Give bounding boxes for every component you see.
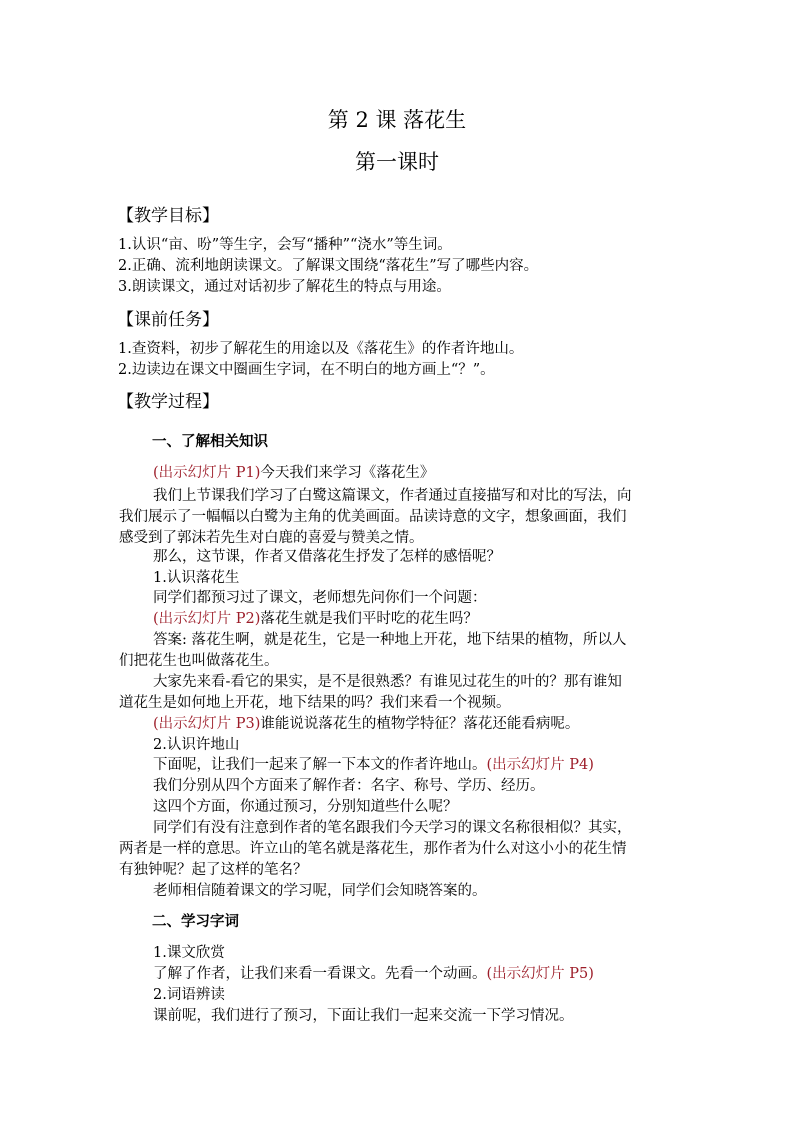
slide-reference: (出示幻灯片 P4) <box>486 757 594 773</box>
subsection-heading: 1.认识落花生 <box>153 570 240 586</box>
part2-heading: 二、学习字词 <box>152 913 239 930</box>
paragraph-line: 两者是一样的意思。许立山的笔名就是落花生，那作者为什么对这小小的花生情 <box>119 841 627 857</box>
paragraph-line: 同学们都预习过了课文，老师想先问你们一个问题： <box>153 590 487 606</box>
subsection-heading: 1.课文欣赏 <box>153 945 225 961</box>
paragraph-line: 我们展示了一幅幅以白鹭为主角的优美画面。品读诗意的文字，想象画面，我们 <box>119 509 627 525</box>
goal-item-1: 1.认识“亩、吩”等生字，会写“播种”“浇水”等生词。 <box>118 237 452 253</box>
slide-reference: (出示幻灯片 P3) <box>153 716 261 732</box>
paragraph-slide2: (出示幻灯片 P2)落花生就是我们平时吃的花生吗？ <box>153 611 478 627</box>
goal-item-2: 2.正确、流利地朗读课文。了解课文围绕“落花生”写了哪些内容。 <box>118 258 539 274</box>
lesson-subtitle: 第一课时 <box>355 150 439 174</box>
part1-heading: 一、了解相关知识 <box>152 433 268 450</box>
section-heading-pretasks: 【课前任务】 <box>117 310 219 330</box>
paragraph-slide4: 下面呢，让我们一起来了解一下本文的作者许地山。(出示幻灯片 P4) <box>153 757 594 773</box>
paragraph-line: 有独钟呢？起了这样的笔名？ <box>119 862 308 878</box>
goal-item-3: 3.朗读课文，通过对话初步了解花生的特点与用途。 <box>118 279 451 295</box>
subsection-heading: 2.词语辨读 <box>153 987 225 1003</box>
paragraph-line: 这四个方面，你通过预习，分别知道些什么呢？ <box>153 799 458 815</box>
slide-reference: (出示幻灯片 P5) <box>486 966 594 982</box>
subsection-heading: 2.认识许地山 <box>153 737 240 753</box>
answer-line: 答案: 落花生啊，就是花生，它是一种地上开花，地下结果的植物，所以人 <box>153 632 627 648</box>
slide-reference: (出示幻灯片 P2) <box>153 611 261 627</box>
section-heading-goals: 【教学目标】 <box>117 206 219 226</box>
pretask-item-1: 1.查资料，初步了解花生的用途以及《落花生》的作者许地山。 <box>118 341 524 357</box>
slide-reference: (出示幻灯片 P1) <box>153 465 261 481</box>
paragraph-line: 我们分别从四个方面来了解作者：名字、称号、学历、经历。 <box>153 778 545 794</box>
lesson-title: 第 2 课 落花生 <box>327 108 467 132</box>
section-heading-process: 【教学过程】 <box>117 392 219 412</box>
answer-line: 们把花生也叫做落花生。 <box>119 653 279 669</box>
paragraph-line: 老师相信随着课文的学习呢，同学们会知晓答案的。 <box>153 883 487 899</box>
paragraph-slide5: 了解了作者，让我们来看一看课文。先看一个动画。(出示幻灯片 P5) <box>153 966 594 982</box>
paragraph-line: 课前呢，我们进行了预习，下面让我们一起来交流一下学习情况。 <box>153 1008 574 1024</box>
paragraph-line: 感受到了郭沫若先生对白鹿的喜爱与赞美之情。 <box>119 530 424 546</box>
pretask-item-2: 2.边读边在课文中圈画生字词，在不明白的地方画上“？”。 <box>118 362 495 378</box>
paragraph-line: 那么，这节课，作者又借落花生抒发了怎样的感悟呢？ <box>153 549 501 565</box>
paragraph-line: 大家先来看-看它的果实，是不是很熟悉？有谁见过花生的叶的？那有谁知 <box>153 674 622 690</box>
paragraph-slide3: (出示幻灯片 P3)谁能说说落花生的植物学特征？落花还能看病呢。 <box>153 716 580 732</box>
paragraph-line: 我们上节课我们学习了白鹭这篇课文，作者通过直接描写和对比的写法，向 <box>153 488 632 504</box>
paragraph-slide1: (出示幻灯片 P1)今天我们来学习《落花生》 <box>153 465 435 481</box>
paragraph-line: 道花生是如何地上开花，地下结果的吗？我们来看一个视频。 <box>119 695 511 711</box>
paragraph-line: 同学们有没有注意到作者的笔名跟我们今天学习的课文名称很相似？其实， <box>153 820 632 836</box>
